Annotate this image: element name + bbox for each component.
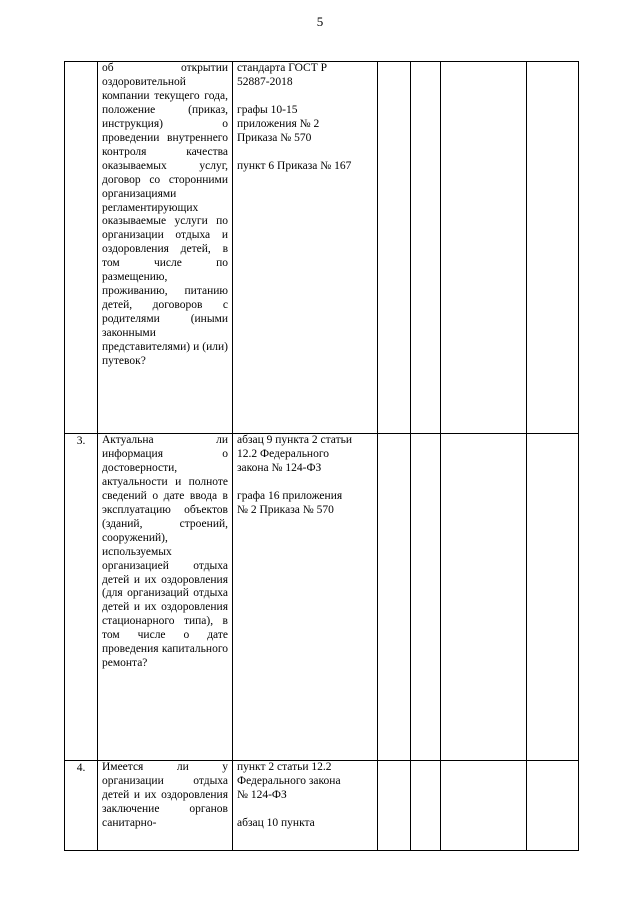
legal-reference: пункт 2 статьи 12.2 Федерального закона № 124-ФЗ абзац 10 пункта — [233, 761, 378, 851]
not-applicable-cell — [441, 62, 527, 434]
row-number: 4. — [65, 761, 98, 851]
table-row — [65, 434, 579, 761]
not-applicable-cell — [441, 761, 527, 851]
answer-no-cell — [411, 761, 441, 851]
answer-no-cell — [411, 434, 441, 761]
question-text: Имеется ли у организации отдыха детей и их оздоровления заключение органов санитарно- — [98, 761, 233, 851]
not-applicable-cell — [441, 434, 527, 761]
row-number — [65, 62, 98, 434]
note-cell — [527, 62, 579, 434]
legal-reference: стандарта ГОСТ Р 52887-2018 графы 10-15 приложения № 2 Приказа № 570 пункт 6 Приказа № 167 — [233, 62, 378, 434]
table-row — [65, 62, 579, 434]
answer-yes-cell — [378, 761, 411, 851]
note-cell — [527, 761, 579, 851]
answer-yes-cell — [378, 434, 411, 761]
table-row — [65, 761, 579, 851]
answer-yes-cell — [378, 62, 411, 434]
note-cell — [527, 434, 579, 761]
checklist-table — [64, 61, 579, 851]
legal-reference: абзац 9 пункта 2 статьи 12.2 Федерального закона № 124-ФЗ графа 16 приложения № 2 Приказа № 570 — [233, 434, 378, 761]
page-number: 5 — [316, 14, 324, 29]
row-number: 3. — [65, 434, 98, 761]
question-text: Актуальна ли информация о достоверности, актуальности и полноте сведений о дате ввода в эксплуатацию объектов (зданий, строений, сооружений), используемых организацией отдыха детей и их оздоровления (для организаций отдыха детей и их оздоровления стационарного типа), в том числе о дате проведения капитального ремонта? — [98, 434, 233, 761]
answer-no-cell — [411, 62, 441, 434]
question-text: об открытии оздоровительной компании текущего года, положение (приказ, инструкция) о проведении внутреннего контроля качества оказываемых услуг, договор со сторонними организациями регламентирующих оказываемые услуги по организации отдыха и оздоровления детей, в том числе по размещению, проживанию, питанию детей, договоров с родителями (иными законными представителями) и (или) путевок? — [98, 62, 233, 434]
